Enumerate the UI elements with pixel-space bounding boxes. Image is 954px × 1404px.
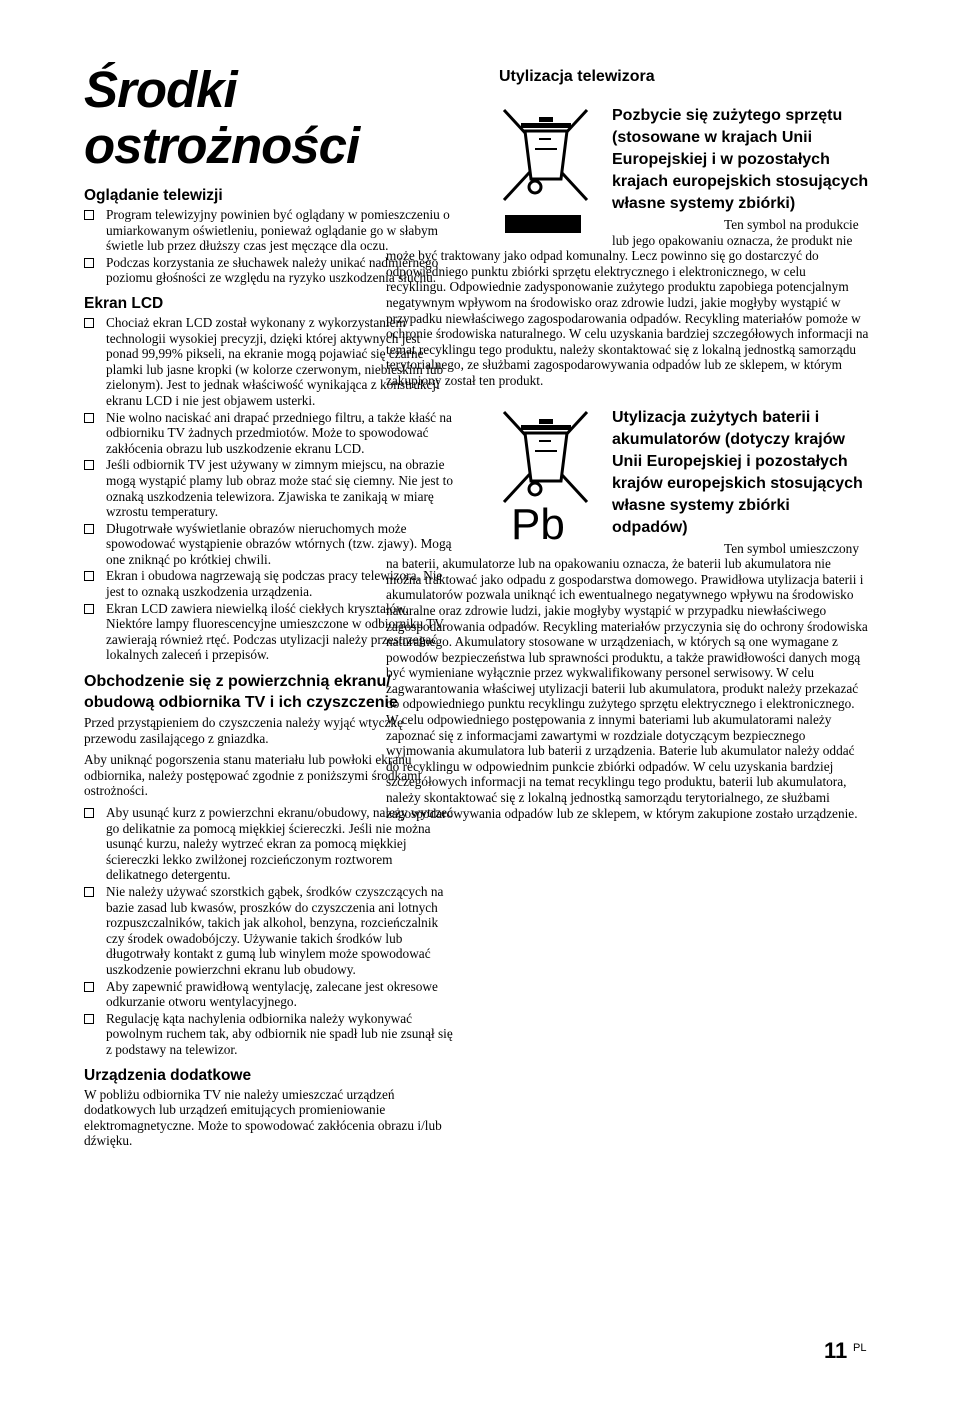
- list-item: [84, 979, 454, 1010]
- weee-text: Ten symbol na produkcie lub jego opakowaniu oznacza, że produkt nie może być traktowany jako odpad komunalny. Lecz powinno się go dostarczyć do odpowiedniego punktu zbiórki sprzętu elektrycznego i elektronicznego, w celu recyklingu. Odpowiednie zadysponowanie zużytego produktu zapobiega potencjalnym negatywnym wpływom na środowisko oraz zdrowie ludzi, jakie mogłyby wystąpić w przypadku niewłaściwego zagospodarowania odpadów. Recykling materiałów pomoże w ochronie środowiska naturalnego. W celu uzyskania bardziej szczegółowych informacji na temat recyklingu tego produktu, należy skontaktować się z lokalną jednostką samorządu terytorialnego, ze służbami zagospodarowywania odpadów lub ze sklepem, w którym zakupiony został ten produkt.: [386, 217, 869, 388]
- checkbox-icon: [84, 524, 94, 534]
- checkbox-icon: [84, 887, 94, 897]
- cleaning-para-1: Przed przystąpieniem do czyszczenia należy wyjąć wtyczkę przewodu zasilającego z gniazdka.: [84, 715, 403, 746]
- checkbox-icon: [84, 258, 94, 268]
- checkbox-icon: [84, 604, 94, 614]
- list-item: [84, 1011, 454, 1058]
- list-item-text: Aby usunąć kurz z powierzchni ekranu/obudowy, należy wytrzeć go delikatnie za pomocą miękkiej ściereczki. Jeśli nie można usunąć kurzu, należy wytrzeć ekran za pomocą miękkiej ściereczki lekko zwilżonej rozcieńczonym roztworem delikatnego detergentu.: [106, 805, 453, 883]
- battery-text: Ten symbol umieszczony na baterii, akumulatorze lub na opakowaniu oznacza, że baterii lub akumulatora nie można traktować jako odpadu z gospodarstwa domowego. Prawidłowa utylizacja baterii i akumulatorów pozwala uniknąć ich ewentualnego negatywnego wpływu na środowisko naturalne oraz zdrowie ludzi, jakie mogłyby wystąpić w przypadku niewłaściwego zagospodarowania odpadów. Recykling materiałów przyczynia się do ochrony środowiska naturalnego. Akumulatory stosowane w urządzeniach, w których są one wymagane z powodów bezpieczeństwa lub sprawności produktu, a także prawidłowości danych mogą być wymieniane wyłącznie przez wykwalifikowany personel serwisowy. W celu zagwarantowania właściwej utylizacji baterii lub akumulatora, produkt należy przekazać do odpowiedniego punktu recyklingu zużytego sprzętu elektrycznego i elektronicznego. W celu odpowiedniego postępowania z innymi bateriami lub akumulatorami należy zapoznać się z informacjami zawartymi w rozdziale dotyczącym bezpiecznego wyjmowania akumulatora lub baterii z urządzenia. Baterie lub akumulator należy oddać do recyklingu w odpowiednim punkcie zbiórki odpadów. W celu uzyskania bardziej szczegółowych informacji na temat recyklingu tego produktu, baterii lub akumulatora, należy skontaktować się z lokalną jednostką samorządu terytorialnego, ze służbami zagospodarowywania odpadów lub ze sklepem, w którym zakupione zostało urządzenie.: [386, 540, 868, 821]
- section-heading-cleaning-line1: Obchodzenie się z powierzchnią ekranu/: [84, 673, 391, 691]
- checkbox-icon: [84, 318, 94, 328]
- pb-label: Pb: [511, 499, 565, 547]
- right-column: [386, 66, 869, 821]
- checkbox-icon: [84, 571, 94, 581]
- list-item-text: Ekran i obudowa nagrzewają się podczas pracy telewizora. Nie jest to oznaką uszkodzenia urządzenia.: [106, 568, 443, 600]
- list-item-text: Jeśli odbiornik TV jest używany w zimnym miejscu, na obrazie mogą wystąpić plamy lub obraz może stać się ciemny. Nie jest to oznaką uszkodzenia telewizora. Zjawiska te zanikają w miarę wzrostu temperatury.: [106, 457, 453, 520]
- list-item-text: Ekran LCD zawiera niewielką ilość ciekłych kryształów. Niektóre lampy fluorescencyjne umieszczone w odbiorniku TV zawierają również rtęć. Podczas utylizacji należy przestrzegać lokalnych zaleceń i przepisów.: [106, 600, 444, 663]
- section-heading-watching: Oglądanie telewizji: [84, 187, 223, 204]
- section-heading-cleaning-line2: obudową odbiornika TV i ich czyszczenie: [84, 694, 398, 712]
- list-item-text: Długotrwałe wyświetlanie obrazów nieruchomych może spowodować wystąpienie obrazów wtórnych (tzw. zjawy). Mogą one zniknąć po krótkiej chwili.: [106, 520, 452, 567]
- page-title-line1: Środki: [84, 61, 237, 118]
- page-number: 11: [824, 1338, 848, 1363]
- checkbox-icon: [84, 413, 94, 423]
- list-item-text: Podczas korzystania ze słuchawek należy unikać nadmiernego poziomu głośności ze względu na ryzyko uszkodzenia słuchu.: [106, 254, 439, 286]
- section-heading-lcd: Ekran LCD: [84, 294, 164, 312]
- list-item-text: Nie należy używać szorstkich gąbek, środków czyszczących na bazie zasad lub kwasów, proszków do czyszczenia ani lotnych rozpuszczalników, takich jak alkohol, benzyna, rozcieńczalnik czy środek owadobójczy. Używanie takich środków lub długotrwały kontakt z gumą lub winylem może spowodować uszkodzenie powierzchni ekranu lub obudowy.: [106, 883, 444, 977]
- list-item-text: Regulację kąta nachylenia odbiornika należy wykonywać powolnym ruchem tak, aby odbiornik nie spadł lub nie zsunął się z podstawy na telewizor.: [106, 1010, 453, 1057]
- checkbox-icon: [84, 210, 94, 220]
- page-title: [84, 62, 454, 174]
- list-item-text: Program telewizyjny powinien być oglądany w pomieszczeniu o umiarkowanym oświetleniu, ponieważ oglądanie go w słabym świetle lub przez dłuższy czas jest męczące dla oczu.: [106, 207, 450, 254]
- checkbox-icon: [84, 982, 94, 992]
- checkbox-icon: [84, 808, 94, 818]
- battery-subhead: Utylizacja zużytych baterii i akumulatorów (dotyczy krajów Unii Europejskiej i pozostałych krajów europejskich stosujących własne systemy zbiórki odpadów): [612, 408, 863, 536]
- cleaning-list: [84, 805, 454, 1058]
- list-item: [84, 884, 454, 978]
- weee-subhead: Pozbycie się zużytego sprzętu (stosowane w krajach Unii Europejskiej i w pozostałych krajach europejskich stosujących własne systemy zbiórki): [612, 107, 869, 212]
- list-item: [84, 410, 454, 457]
- checkbox-icon: [84, 1014, 94, 1024]
- weee-block: [386, 105, 869, 389]
- section-heading-disposal: Utylizacja telewizora: [499, 68, 655, 85]
- list-item-text: Chociaż ekran LCD został wykonany z wykorzystaniem technologii wysokiej precyzji, dzięki której aktywnych jest ponad 99,99% pikseli, na ekranie mogą pojawiać się czarne plamki lub jasne kropki (w kolorze czerwonym, niebieskim lub zielonym). Jest to jednak właściwość wynikająca z konstrukcji ekranu LCD i nie jest objawem usterki.: [106, 314, 444, 408]
- page-language: PL: [853, 1342, 867, 1354]
- cleaning-para-2: Aby uniknąć pogorszenia stanu materiału lub powłoki ekranu odbiornika, należy postępować zgodnie z poniższymi środkami ostrożności.: [84, 752, 422, 799]
- list-item-text: Aby zapewnić prawidłową wentylację, zalecane jest okresowe odkurzanie otworu wentylacyjnego.: [106, 978, 438, 1010]
- weee-icon: [499, 105, 599, 235]
- battery-block: [386, 407, 869, 822]
- list-item: [84, 457, 454, 519]
- battery-recycle-icon: [499, 407, 599, 547]
- list-item-text: Nie wolno naciskać ani drapać przedniego filtru, a także kłaść na odbiorniku TV żadnych przedmiotów. Może to spowodować zakłócenia obrazu lub uszkodzenie ekranu LCD.: [106, 409, 452, 456]
- accessories-para: W pobliżu odbiornika TV nie należy umieszczać urządzeń dodatkowych lub urządzeń emitujących promieniowanie elektromagnetyczne. Może to spowodować zakłócenia obrazu i/lub dźwięku.: [84, 1086, 442, 1149]
- page-title-line2: ostrożności: [84, 117, 360, 174]
- section-heading-accessories: Urządzenia dodatkowe: [84, 1066, 252, 1084]
- checkbox-icon: [84, 460, 94, 470]
